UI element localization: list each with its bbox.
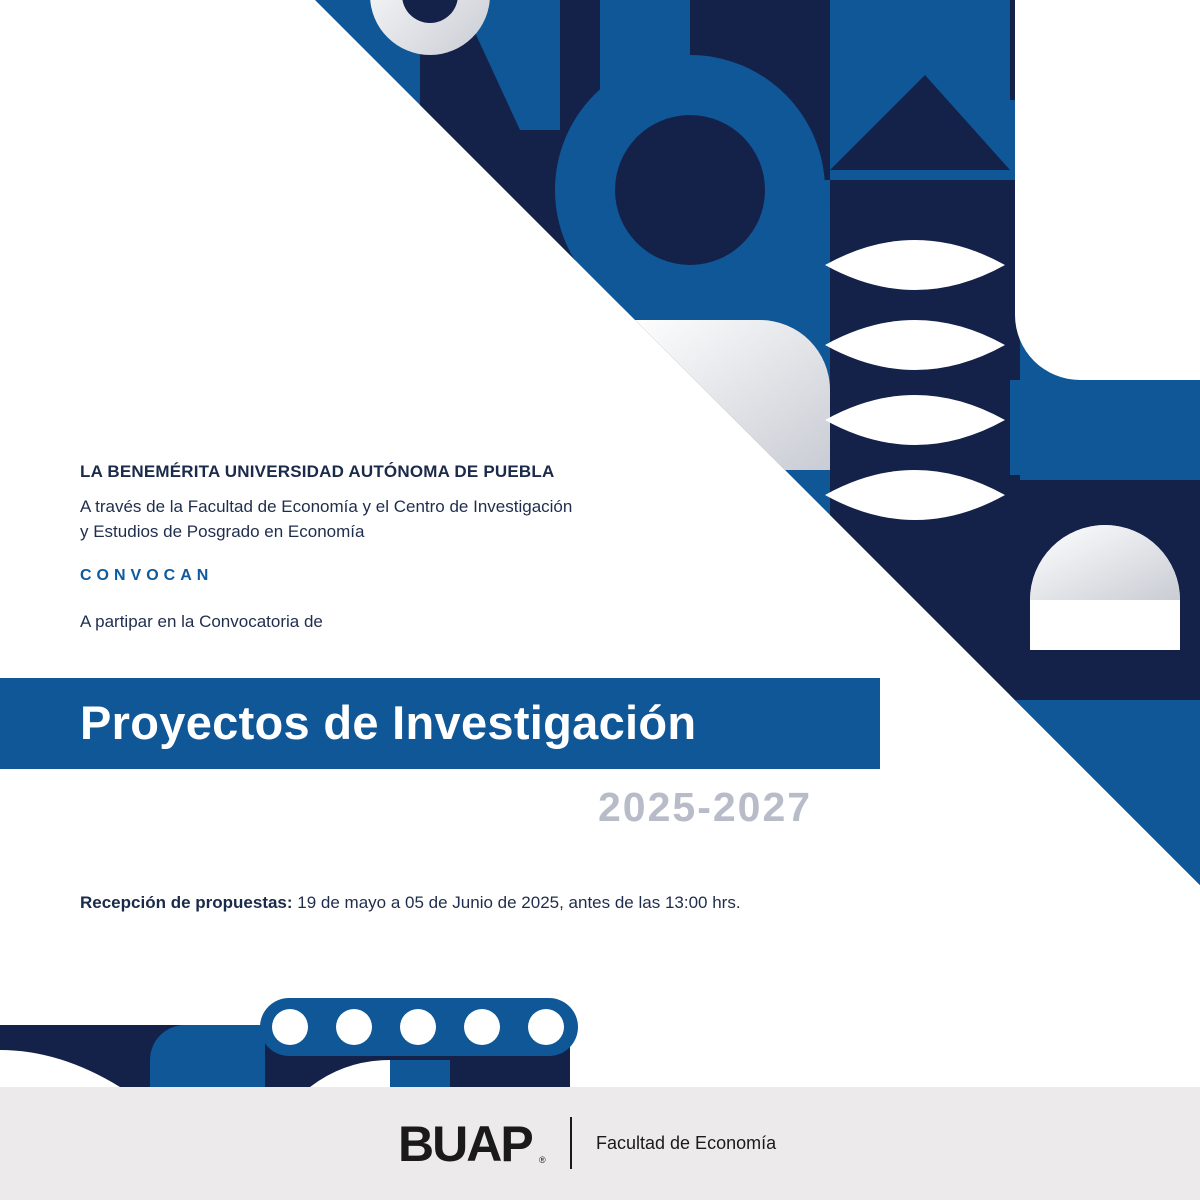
through-line-2: y Estudios de Posgrado en Economía — [80, 522, 365, 541]
deadline-label: Recepción de propuestas: — [80, 893, 293, 912]
buap-logo: BUAP — [398, 1116, 532, 1172]
convocan-label: CONVOCAN — [80, 567, 214, 584]
poster-years: 2025-2027 — [598, 784, 813, 830]
faculty-name: Facultad de Economía — [596, 1133, 777, 1153]
deadline-text — [80, 893, 741, 913]
institution-name: LA BENEMÉRITA UNIVERSIDAD AUTÓNOMA DE PUEBLA — [80, 462, 555, 481]
through-line-1: A través de la Facultad de Economía y el Centro de Investigación — [80, 497, 573, 516]
invite-text: A partipar en la Convocatoria de — [80, 612, 323, 631]
deadline-dates: 19 de mayo a 05 de Junio de 2025, antes de las 13:00 hrs. — [292, 893, 741, 912]
poster-title: Proyectos de Investigación — [80, 696, 697, 749]
bottom-pattern — [0, 998, 578, 1087]
footer-divider — [570, 1117, 572, 1169]
registered-mark: ® — [539, 1155, 546, 1165]
